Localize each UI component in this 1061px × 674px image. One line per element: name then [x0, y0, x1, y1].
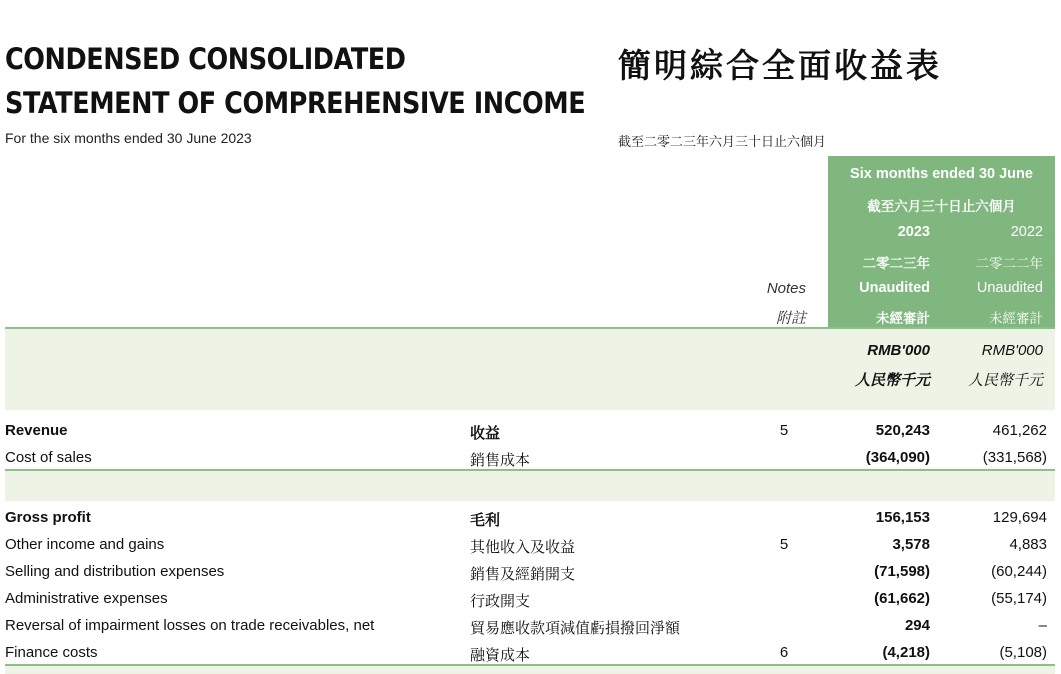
- row-label-english: Finance costs: [5, 644, 98, 661]
- row-label-chinese: 貿易應收款項減值虧損撥回淨額: [470, 620, 681, 637]
- row-value-2022: (5,108): [999, 644, 1047, 661]
- row-note: 5: [779, 536, 789, 553]
- row-value-2022: (331,568): [982, 449, 1047, 466]
- row-value-2022: –: [1038, 617, 1047, 634]
- row-label-english: Revenue: [5, 422, 68, 439]
- header-2023-year-chinese: 二零二三年: [862, 256, 930, 271]
- unit-2023-chinese: 人民幣千元: [854, 372, 930, 389]
- header-span-english: Six months ended 30 June: [850, 166, 1033, 182]
- header-2022-status-chinese: 未經審計: [989, 311, 1043, 326]
- row-value-2023: 156,153: [875, 509, 930, 526]
- header-2023-year: 2023: [897, 224, 930, 240]
- row-label-english: Administrative expenses: [5, 590, 168, 607]
- row-value-2023: (364,090): [865, 449, 930, 466]
- row-value-2023: 3,578: [892, 536, 930, 553]
- gross-profit-band: [5, 471, 1055, 501]
- notes-header-chinese: 附註: [775, 310, 806, 327]
- row-label-english: Cost of sales: [5, 449, 92, 466]
- row-label-chinese: 收益: [470, 425, 501, 442]
- row-value-2023: 294: [904, 617, 930, 634]
- row-value-2022: 461,262: [992, 422, 1047, 439]
- title-english-line1: CONDENSED CONSOLIDATED: [5, 42, 406, 76]
- row-value-2023: (71,598): [874, 563, 930, 580]
- row-value-2023: (4,218): [882, 644, 930, 661]
- row-label-chinese: 銷售成本: [470, 452, 531, 469]
- row-value-2023: 520,243: [875, 422, 930, 439]
- row-value-2022: 129,694: [992, 509, 1047, 526]
- header-span-chinese: 截至六月三十日止六個月: [867, 199, 1016, 214]
- unit-2022-chinese: 人民幣千元: [967, 372, 1043, 389]
- unit-2022: RMB'000: [981, 342, 1043, 359]
- row-label-chinese: 行政開支: [470, 593, 531, 610]
- header-2022-year-chinese: 二零二二年: [975, 256, 1043, 271]
- row-note: 5: [779, 422, 789, 439]
- row-label-chinese: 融資成本: [470, 647, 531, 664]
- row-value-2023: (61,662): [874, 590, 930, 607]
- row-label-chinese: 其他收入及收益: [470, 539, 576, 556]
- notes-header-english: Notes: [766, 280, 806, 297]
- row-label-english: Gross profit: [5, 509, 91, 526]
- title-chinese: 簡明綜合全面收益表: [618, 46, 942, 85]
- row-value-2022: (60,244): [991, 563, 1047, 580]
- period-chinese: 截至二零二三年六月三十日止六個月: [618, 134, 827, 149]
- row-value-2022: (55,174): [991, 590, 1047, 607]
- title-english-line2: STATEMENT OF COMPREHENSIVE INCOME: [5, 86, 586, 120]
- header-2023-status-chinese: 未經審計: [876, 311, 930, 326]
- row-label-english: Selling and distribution expenses: [5, 563, 225, 580]
- row-label-chinese: 毛利: [470, 512, 501, 529]
- bottom-band: [5, 666, 1055, 674]
- header-2023-status: Unaudited: [859, 280, 930, 296]
- unit-2023: RMB'000: [867, 342, 930, 359]
- row-label-english: Other income and gains: [5, 536, 165, 553]
- row-value-2022: 4,883: [1009, 536, 1047, 553]
- row-label-chinese: 銷售及經銷開支: [470, 566, 576, 583]
- period-english: For the six months ended 30 June 2023: [5, 130, 252, 146]
- row-label-english: Reversal of impairment losses on trade receivables, net: [5, 617, 375, 634]
- header-2022-status: Unaudited: [976, 280, 1043, 296]
- header-2022-year: 2022: [1010, 224, 1043, 240]
- row-note: 6: [779, 644, 789, 661]
